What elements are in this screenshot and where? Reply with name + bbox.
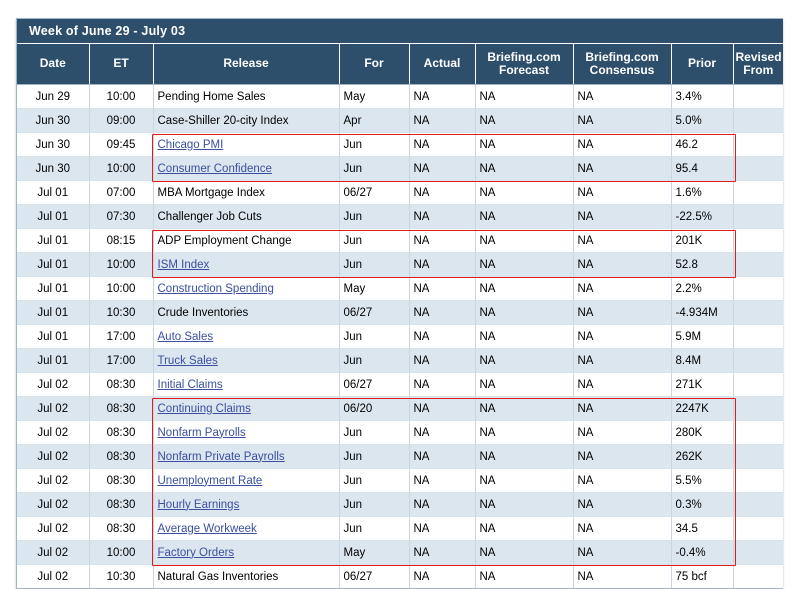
cell-date: Jul 01 — [17, 301, 89, 325]
cell-revised-from — [733, 397, 783, 421]
cell-consensus: NA — [573, 301, 671, 325]
cell-et: 08:30 — [89, 469, 153, 493]
cell-revised-from — [733, 445, 783, 469]
cell-forecast: NA — [475, 109, 573, 133]
cell-release[interactable] — [153, 445, 339, 469]
table-row — [17, 493, 783, 517]
cell-et: 10:30 — [89, 301, 153, 325]
cell-for: May — [339, 541, 409, 565]
cell-release — [153, 205, 339, 229]
cell-release[interactable] — [153, 373, 339, 397]
cell-actual: NA — [409, 397, 475, 421]
cell-actual: NA — [409, 277, 475, 301]
cell-prior: 201K — [671, 229, 733, 253]
cell-actual: NA — [409, 349, 475, 373]
cell-date: Jul 02 — [17, 421, 89, 445]
release-label: Challenger Job Cuts — [157, 210, 262, 223]
cell-date: Jul 01 — [17, 253, 89, 277]
cell-release — [153, 229, 339, 253]
release-link[interactable]: Consumer Confidence — [157, 162, 272, 175]
cell-revised-from — [733, 517, 783, 541]
cell-et: 10:00 — [89, 277, 153, 301]
cell-et: 07:00 — [89, 181, 153, 205]
cell-prior: 2.2% — [671, 277, 733, 301]
cell-revised-from — [733, 349, 783, 373]
cell-forecast: NA — [475, 541, 573, 565]
cell-et: 10:30 — [89, 565, 153, 589]
cell-consensus: NA — [573, 157, 671, 181]
cell-actual: NA — [409, 109, 475, 133]
release-label: Case-Shiller 20-city Index — [157, 114, 289, 127]
cell-release — [153, 181, 339, 205]
economic-calendar — [16, 18, 783, 589]
cell-prior: 5.9M — [671, 325, 733, 349]
cell-prior: 5.5% — [671, 469, 733, 493]
release-link[interactable]: Unemployment Rate — [157, 474, 263, 487]
cell-et: 17:00 — [89, 349, 153, 373]
cell-et: 17:00 — [89, 325, 153, 349]
cell-revised-from — [733, 421, 783, 445]
calendar-title-row — [17, 19, 783, 44]
cell-et: 10:00 — [89, 157, 153, 181]
cell-revised-from — [733, 205, 783, 229]
cell-consensus: NA — [573, 277, 671, 301]
cell-consensus: NA — [573, 469, 671, 493]
cell-date: Jun 30 — [17, 133, 89, 157]
cell-for: Jun — [339, 133, 409, 157]
table-row — [17, 301, 783, 325]
cell-et: 08:30 — [89, 373, 153, 397]
cell-consensus: NA — [573, 349, 671, 373]
release-link[interactable]: Hourly Earnings — [157, 498, 240, 511]
release-link[interactable]: ISM Index — [157, 258, 210, 271]
calendar-table — [17, 19, 783, 588]
cell-actual: NA — [409, 85, 475, 109]
release-link[interactable]: Construction Spending — [157, 282, 274, 295]
cell-release — [153, 85, 339, 109]
table-row — [17, 349, 783, 373]
cell-et: 08:30 — [89, 397, 153, 421]
cell-for: Jun — [339, 229, 409, 253]
cell-forecast: NA — [475, 373, 573, 397]
cell-forecast: NA — [475, 349, 573, 373]
cell-prior: 8.4M — [671, 349, 733, 373]
cell-date: Jul 02 — [17, 493, 89, 517]
cell-revised-from — [733, 133, 783, 157]
cell-consensus: NA — [573, 517, 671, 541]
cell-consensus: NA — [573, 325, 671, 349]
column-header-revised-from[interactable]: Revised From — [733, 44, 783, 85]
cell-release[interactable] — [153, 517, 339, 541]
cell-actual: NA — [409, 325, 475, 349]
cell-actual: NA — [409, 445, 475, 469]
cell-date: Jul 02 — [17, 397, 89, 421]
table-row — [17, 133, 783, 157]
cell-revised-from — [733, 253, 783, 277]
cell-actual: NA — [409, 205, 475, 229]
cell-for: Jun — [339, 253, 409, 277]
cell-prior: 0.3% — [671, 493, 733, 517]
cell-forecast: NA — [475, 517, 573, 541]
cell-forecast: NA — [475, 157, 573, 181]
cell-actual: NA — [409, 469, 475, 493]
cell-consensus: NA — [573, 133, 671, 157]
cell-date: Jun 29 — [17, 85, 89, 109]
cell-forecast: NA — [475, 325, 573, 349]
table-row — [17, 181, 783, 205]
release-label: ADP Employment Change — [157, 234, 292, 247]
column-header-forecast[interactable]: Briefing.com Forecast — [475, 44, 573, 85]
cell-prior: 46.2 — [671, 133, 733, 157]
table-row — [17, 277, 783, 301]
cell-release[interactable] — [153, 541, 339, 565]
cell-forecast: NA — [475, 493, 573, 517]
release-link[interactable]: Initial Claims — [157, 378, 223, 391]
cell-for: 06/27 — [339, 373, 409, 397]
table-row — [17, 541, 783, 565]
cell-revised-from — [733, 109, 783, 133]
cell-et: 08:30 — [89, 445, 153, 469]
table-row — [17, 325, 783, 349]
table-row — [17, 517, 783, 541]
table-row — [17, 445, 783, 469]
cell-prior: -0.4% — [671, 541, 733, 565]
cell-for: 06/27 — [339, 565, 409, 589]
cell-for: Jun — [339, 493, 409, 517]
table-row — [17, 253, 783, 277]
cell-prior: 280K — [671, 421, 733, 445]
cell-actual: NA — [409, 301, 475, 325]
cell-for: Jun — [339, 517, 409, 541]
cell-release — [153, 565, 339, 589]
cell-et: 08:30 — [89, 421, 153, 445]
column-header-consensus[interactable]: Briefing.com Consensus — [573, 44, 671, 85]
cell-release[interactable] — [153, 157, 339, 181]
release-link[interactable]: Truck Sales — [157, 354, 218, 367]
cell-prior: 95.4 — [671, 157, 733, 181]
cell-date: Jul 01 — [17, 181, 89, 205]
release-link[interactable]: Nonfarm Payrolls — [157, 426, 246, 439]
cell-for: Jun — [339, 349, 409, 373]
cell-consensus: NA — [573, 85, 671, 109]
cell-actual: NA — [409, 565, 475, 589]
release-link[interactable]: Nonfarm Private Payrolls — [157, 450, 285, 463]
cell-date: Jul 02 — [17, 373, 89, 397]
cell-consensus: NA — [573, 205, 671, 229]
release-link[interactable]: Factory Orders — [157, 546, 235, 559]
cell-prior: 5.0% — [671, 109, 733, 133]
cell-actual: NA — [409, 229, 475, 253]
calendar-body — [17, 85, 783, 589]
cell-for: 06/20 — [339, 397, 409, 421]
cell-consensus: NA — [573, 229, 671, 253]
release-label: Pending Home Sales — [157, 90, 266, 103]
cell-release[interactable] — [153, 277, 339, 301]
cell-prior: 262K — [671, 445, 733, 469]
cell-prior: 1.6% — [671, 181, 733, 205]
cell-forecast: NA — [475, 301, 573, 325]
cell-consensus: NA — [573, 445, 671, 469]
cell-date: Jul 01 — [17, 325, 89, 349]
table-row — [17, 565, 783, 589]
cell-prior: 52.8 — [671, 253, 733, 277]
cell-forecast: NA — [475, 565, 573, 589]
cell-release — [153, 109, 339, 133]
cell-release[interactable] — [153, 493, 339, 517]
cell-forecast: NA — [475, 205, 573, 229]
table-row — [17, 109, 783, 133]
cell-consensus: NA — [573, 493, 671, 517]
cell-revised-from — [733, 85, 783, 109]
cell-prior: -22.5% — [671, 205, 733, 229]
cell-actual: NA — [409, 541, 475, 565]
cell-actual: NA — [409, 133, 475, 157]
cell-date: Jun 30 — [17, 157, 89, 181]
table-row — [17, 397, 783, 421]
cell-revised-from — [733, 181, 783, 205]
cell-consensus: NA — [573, 109, 671, 133]
cell-revised-from — [733, 325, 783, 349]
cell-prior: 3.4% — [671, 85, 733, 109]
column-header-prior[interactable]: Prior — [671, 44, 733, 85]
cell-release[interactable] — [153, 421, 339, 445]
column-header-date[interactable]: Date — [17, 44, 89, 85]
cell-consensus: NA — [573, 397, 671, 421]
column-header-release[interactable]: Release — [153, 44, 339, 85]
cell-prior: 75 bcf — [671, 565, 733, 589]
cell-et: 08:30 — [89, 493, 153, 517]
cell-date: Jul 01 — [17, 349, 89, 373]
release-label: Natural Gas Inventories — [157, 570, 279, 583]
cell-actual: NA — [409, 373, 475, 397]
cell-prior: 271K — [671, 373, 733, 397]
cell-et: 07:30 — [89, 205, 153, 229]
table-row — [17, 205, 783, 229]
cell-date: Jul 02 — [17, 565, 89, 589]
cell-prior: 2247K — [671, 397, 733, 421]
cell-for: Apr — [339, 109, 409, 133]
cell-for: 06/27 — [339, 301, 409, 325]
cell-consensus: NA — [573, 421, 671, 445]
column-header-et[interactable]: ET — [89, 44, 153, 85]
cell-revised-from — [733, 565, 783, 589]
table-row — [17, 85, 783, 109]
cell-for: Jun — [339, 325, 409, 349]
cell-forecast: NA — [475, 277, 573, 301]
cell-for: Jun — [339, 421, 409, 445]
cell-for: 06/27 — [339, 181, 409, 205]
release-label: Crude Inventories — [157, 306, 249, 319]
release-link[interactable]: Average Workweek — [157, 522, 257, 535]
cell-revised-from — [733, 301, 783, 325]
cell-release[interactable] — [153, 469, 339, 493]
column-header-actual[interactable]: Actual — [409, 44, 475, 85]
release-label: MBA Mortgage Index — [157, 186, 265, 199]
column-header-for[interactable]: For — [339, 44, 409, 85]
cell-forecast: NA — [475, 181, 573, 205]
table-row — [17, 157, 783, 181]
cell-date: Jul 02 — [17, 541, 89, 565]
cell-revised-from — [733, 157, 783, 181]
cell-forecast: NA — [475, 445, 573, 469]
cell-et: 08:30 — [89, 517, 153, 541]
table-row — [17, 373, 783, 397]
cell-consensus: NA — [573, 373, 671, 397]
cell-actual: NA — [409, 253, 475, 277]
cell-actual: NA — [409, 157, 475, 181]
cell-date: Jul 02 — [17, 517, 89, 541]
cell-forecast: NA — [475, 133, 573, 157]
cell-date: Jul 01 — [17, 229, 89, 253]
cell-et: 10:00 — [89, 541, 153, 565]
cell-forecast: NA — [475, 397, 573, 421]
cell-forecast: NA — [475, 421, 573, 445]
table-row — [17, 469, 783, 493]
cell-revised-from — [733, 229, 783, 253]
cell-date: Jul 01 — [17, 205, 89, 229]
cell-release[interactable] — [153, 133, 339, 157]
cell-for: Jun — [339, 445, 409, 469]
table-row — [17, 421, 783, 445]
cell-for: Jun — [339, 157, 409, 181]
cell-et: 10:00 — [89, 85, 153, 109]
cell-et: 08:15 — [89, 229, 153, 253]
cell-date: Jul 01 — [17, 277, 89, 301]
cell-release[interactable] — [153, 253, 339, 277]
cell-release — [153, 301, 339, 325]
cell-consensus: NA — [573, 181, 671, 205]
calendar-header-row — [17, 44, 783, 85]
cell-release[interactable] — [153, 397, 339, 421]
cell-release[interactable] — [153, 325, 339, 349]
cell-date: Jul 02 — [17, 469, 89, 493]
cell-revised-from — [733, 541, 783, 565]
cell-date: Jul 02 — [17, 445, 89, 469]
cell-actual: NA — [409, 421, 475, 445]
cell-et: 09:45 — [89, 133, 153, 157]
release-link[interactable]: Chicago PMI — [157, 138, 224, 151]
cell-revised-from — [733, 469, 783, 493]
cell-forecast: NA — [475, 253, 573, 277]
cell-actual: NA — [409, 517, 475, 541]
cell-actual: NA — [409, 493, 475, 517]
cell-et: 09:00 — [89, 109, 153, 133]
cell-for: May — [339, 85, 409, 109]
cell-forecast: NA — [475, 469, 573, 493]
cell-revised-from — [733, 373, 783, 397]
table-row — [17, 229, 783, 253]
cell-date: Jun 30 — [17, 109, 89, 133]
cell-actual: NA — [409, 181, 475, 205]
calendar-title: Week of June 29 - July 03 — [17, 19, 783, 44]
cell-consensus: NA — [573, 565, 671, 589]
cell-for: Jun — [339, 205, 409, 229]
cell-consensus: NA — [573, 253, 671, 277]
cell-for: Jun — [339, 469, 409, 493]
cell-consensus: NA — [573, 541, 671, 565]
cell-release[interactable] — [153, 349, 339, 373]
cell-prior: 34.5 — [671, 517, 733, 541]
cell-forecast: NA — [475, 85, 573, 109]
cell-for: May — [339, 277, 409, 301]
cell-prior: -4.934M — [671, 301, 733, 325]
cell-et: 10:00 — [89, 253, 153, 277]
release-link[interactable]: Continuing Claims — [157, 402, 251, 415]
cell-forecast: NA — [475, 229, 573, 253]
release-link[interactable]: Auto Sales — [157, 330, 214, 343]
cell-revised-from — [733, 493, 783, 517]
cell-revised-from — [733, 277, 783, 301]
